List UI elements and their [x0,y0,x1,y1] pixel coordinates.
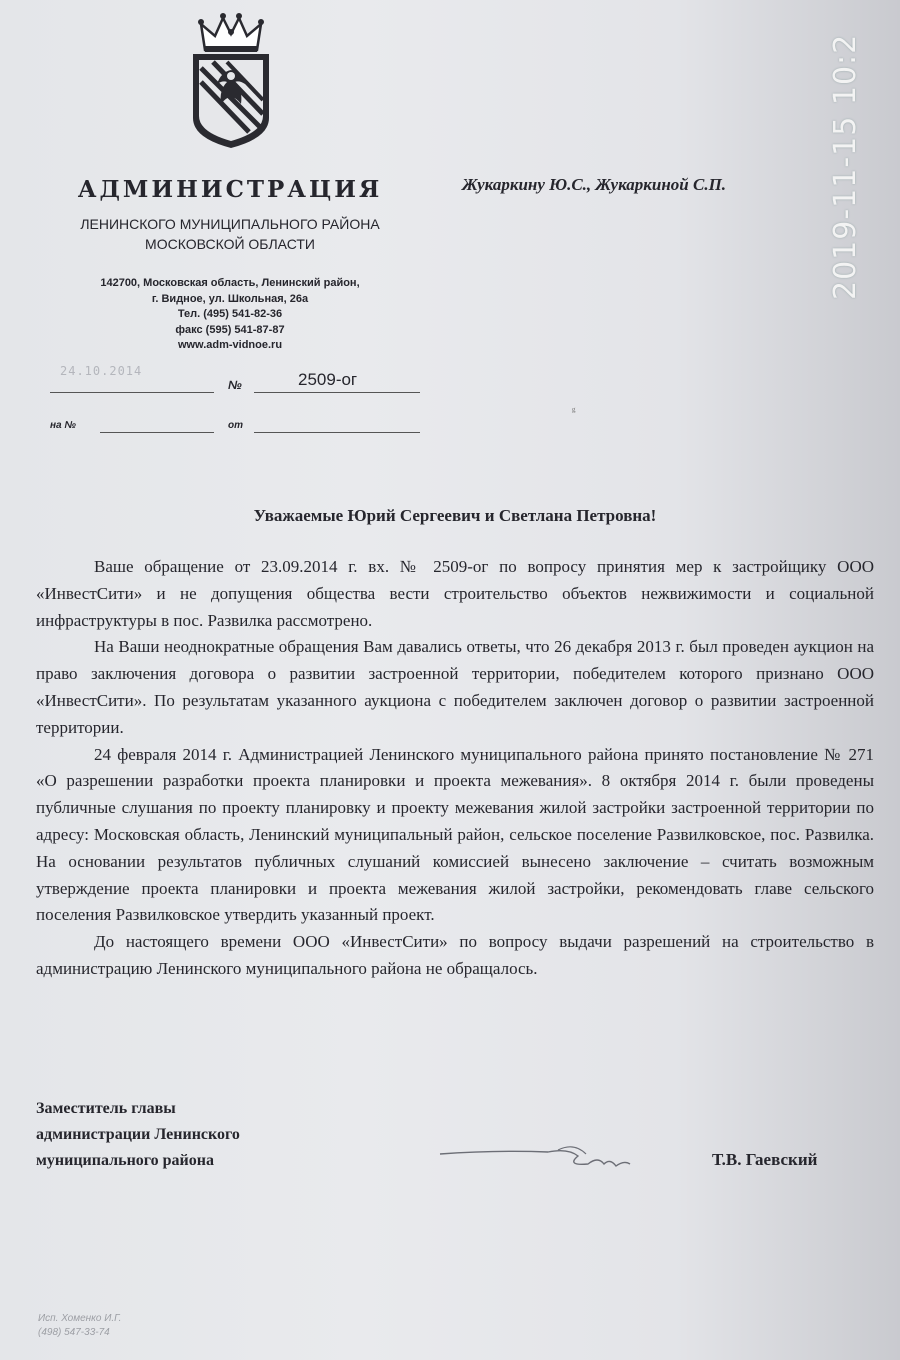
body-paragraph: 24 февраля 2014 г. Администрацией Ленинского муниципального района принято постановление № 271 «О разрешении разработки проекта планировки и проекта межевания». 8 октября 2014 г. были проведены публичные слушания по проекту планировку и проекту межевания жилой застройки застроенной территории по адресу: Московская область, Ленинский муниципальный район, сельское поселение Развилковское, пос. Развилка. На основании результатов публичных слушаний комиссией вынесено заключение – считать возможным утверждение проекта планировки и проекта межевания жилой застройки, рекомендовать главе сельского поселения Развилковское утвердить указанный проект. [36,744,874,925]
photo-timestamp: 2019-11-15 10:2 [828,33,863,300]
signer-position [36,1096,240,1174]
signer-position-line: администрации Ленинского [36,1126,240,1143]
recipient: Жукаркину Ю.С., Жукаркиной С.П. [462,175,727,194]
org-title: АДМИНИСТРАЦИЯ [77,176,383,203]
reference-label: на № [50,420,76,431]
address-line: г. Видное, ул. Школьная, 26а [151,292,309,305]
executor-name: Исп. Хоменко И.Г. [38,1313,122,1324]
executor-phone: (498) 547-33-74 [38,1327,110,1338]
body-paragraph: Ваше обращение от 23.09.2014 г. вх. № 2509-ог по вопросу принятия мер к застройщику ООО «ИнвестСити» и не допущения общества вести строительство объектов нежвижимости и социальной инфраструктуры в пос. Развилка рассмотрено. [36,557,874,630]
address-block [60,276,400,354]
org-subtitle-line2: МОСКОВСКОЙ ОБЛАСТИ [145,236,315,252]
coat-of-arms-icon [183,10,279,150]
registration-number: 2509-ог [298,370,358,389]
date-line [50,392,214,393]
greeting: Уважаемые Юрий Сергеевич и Светлана Петровна! [253,506,657,525]
letter-body [36,554,874,983]
pen-mark: ᵍ [572,404,576,418]
phone-line: Тел. (495) 541-82-36 [177,308,283,320]
address-line: 142700, Московская область, Ленинский район, [100,277,360,289]
fax-line: факс (595) 541-87-87 [175,323,285,336]
registration-date: 24.10.2014 [60,364,143,378]
body-paragraph: До настоящего времени ООО «ИнвестСити» по вопросу выдачи разрешений на строительство в администрацию Ленинского муниципального района не обращалось. [36,932,874,978]
from-label: от [228,420,243,431]
body-paragraph: На Ваши неоднократные обращения Вам давались ответы, что 26 декабря 2013 г. был проведен аукцион на право заключения договора о развитии застроенной территории, победителем которого признано ООО «ИнвестСити». По результатам указанного аукциона с победителем заключен договор о развитии застроенной территории. [36,637,874,737]
signer-position-line: муниципального района [36,1152,214,1169]
website-line: www.adm-vidnoe.ru [177,339,283,351]
number-label: № [228,378,242,392]
handwritten-signature [438,1136,648,1176]
executor-block [38,1312,121,1340]
signer-position-line: Заместитель главы [36,1100,176,1117]
org-subtitle-line1: ЛЕНИНСКОГО МУНИЦИПАЛЬНОГО РАЙОНА [80,216,380,232]
signer-name: Т.В. Гаевский [712,1150,818,1169]
from-line [254,432,420,433]
reference-line [100,432,214,433]
number-line [254,392,420,393]
